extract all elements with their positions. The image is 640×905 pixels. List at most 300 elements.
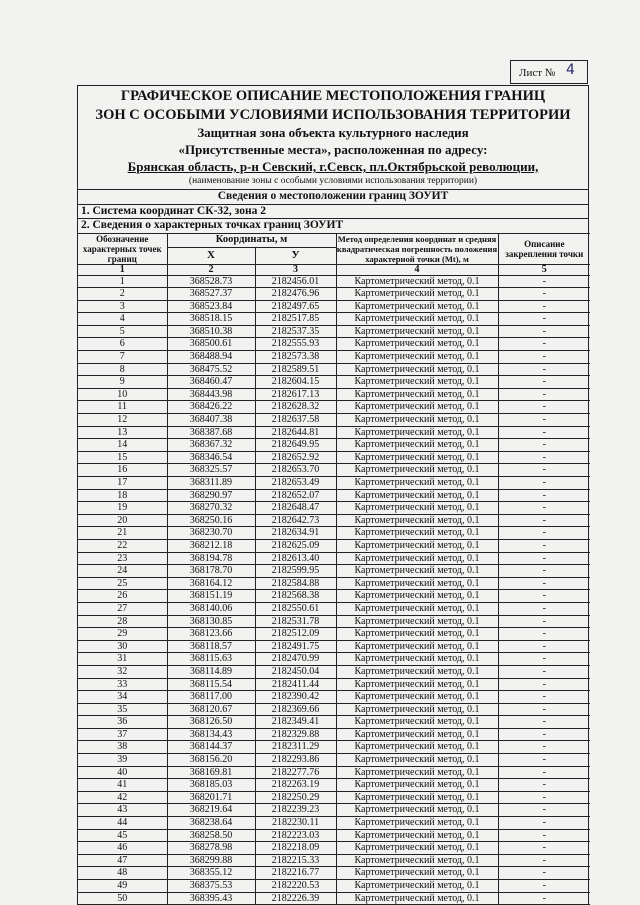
- fixing-cell: -: [498, 401, 590, 414]
- fixing-cell: -: [498, 628, 590, 641]
- table-row: [78, 451, 590, 464]
- fixing-cell: -: [498, 590, 590, 603]
- method-cell: Картометрический метод, 0.1: [336, 880, 498, 893]
- coord-x-cell: 368164.12: [167, 577, 255, 590]
- sheet-number: 4: [566, 62, 575, 78]
- method-cell: Картометрический метод, 0.1: [336, 766, 498, 779]
- coord-x-cell: 368185.03: [167, 779, 255, 792]
- fixing-cell: -: [498, 640, 590, 653]
- method-cell: Картометрический метод, 0.1: [336, 628, 498, 641]
- fixing-cell: -: [498, 615, 590, 628]
- header-y: У: [255, 248, 336, 264]
- table-row: [78, 829, 590, 842]
- method-cell: Картометрический метод, 0.1: [336, 754, 498, 767]
- table-row: [78, 665, 590, 678]
- coord-y-cell: 2182599.95: [255, 565, 336, 578]
- coord-x-cell: 368144.37: [167, 741, 255, 754]
- coord-y-cell: 2182390.42: [255, 691, 336, 704]
- table-row: [78, 300, 590, 313]
- method-cell: Картометрический метод, 0.1: [336, 640, 498, 653]
- coord-x-cell: 368488.94: [167, 351, 255, 364]
- table-row: [78, 754, 590, 767]
- sheet-label: Лист №: [519, 67, 556, 79]
- point-id-cell: 20: [78, 514, 167, 527]
- table-row: [78, 426, 590, 439]
- method-cell: Картометрический метод, 0.1: [336, 728, 498, 741]
- point-id-cell: 42: [78, 791, 167, 804]
- point-id-cell: 10: [78, 388, 167, 401]
- header-point-designation: Обозначение характерных точек границ: [78, 233, 167, 264]
- method-cell: Картометрический метод, 0.1: [336, 552, 498, 565]
- point-id-cell: 39: [78, 754, 167, 767]
- table-row: [78, 313, 590, 326]
- coord-y-cell: 2182652.92: [255, 451, 336, 464]
- fixing-cell: -: [498, 880, 590, 893]
- coord-x-cell: 368126.50: [167, 716, 255, 729]
- coord-y-cell: 2182637.58: [255, 414, 336, 427]
- table-row: [78, 489, 590, 502]
- coord-y-cell: 2182604.15: [255, 376, 336, 389]
- table-row: [78, 728, 590, 741]
- zone-name-caption: (наименование зоны с особыми условиями использования территории): [188, 176, 478, 186]
- table-row: [78, 791, 590, 804]
- point-id-cell: 41: [78, 779, 167, 792]
- method-cell: Картометрический метод, 0.1: [336, 527, 498, 540]
- coord-y-cell: 2182653.49: [255, 477, 336, 490]
- coord-y-cell: 2182497.65: [255, 300, 336, 313]
- coord-y-cell: 2182456.01: [255, 275, 336, 288]
- fixing-cell: -: [498, 829, 590, 842]
- table-row: [78, 892, 590, 905]
- coord-x-cell: 368118.57: [167, 640, 255, 653]
- point-id-cell: 29: [78, 628, 167, 641]
- point-id-cell: 5: [78, 325, 167, 338]
- coord-x-cell: 368238.64: [167, 817, 255, 830]
- coord-x-cell: 368460.47: [167, 376, 255, 389]
- point-id-cell: 25: [78, 577, 167, 590]
- method-cell: Картометрический метод, 0.1: [336, 477, 498, 490]
- method-cell: Картометрический метод, 0.1: [336, 854, 498, 867]
- method-cell: Картометрический метод, 0.1: [336, 892, 498, 905]
- title-line-5: Брянская область, р-н Севский, г.Севск, пл.Октябрьской революции,: [127, 159, 539, 174]
- point-id-cell: 44: [78, 817, 167, 830]
- point-id-cell: 27: [78, 602, 167, 615]
- fixing-cell: -: [498, 779, 590, 792]
- point-id-cell: 33: [78, 678, 167, 691]
- coord-x-cell: 368395.43: [167, 892, 255, 905]
- table-row: [78, 716, 590, 729]
- table-row: [78, 854, 590, 867]
- header-num-3: 3: [255, 264, 336, 275]
- points-table: [78, 233, 590, 905]
- coord-x-cell: 368367.32: [167, 439, 255, 452]
- table-row: [78, 678, 590, 691]
- header-num-2: 2: [167, 264, 255, 275]
- coord-y-cell: 2182329.88: [255, 728, 336, 741]
- title-line-4: «Присутственные места», расположенная по адресу:: [178, 142, 488, 157]
- method-cell: Картометрический метод, 0.1: [336, 829, 498, 842]
- method-cell: Картометрический метод, 0.1: [336, 325, 498, 338]
- point-id-cell: 22: [78, 539, 167, 552]
- coord-y-cell: 2182589.51: [255, 363, 336, 376]
- fixing-cell: -: [498, 489, 590, 502]
- coord-y-cell: 2182648.47: [255, 502, 336, 515]
- fixing-cell: -: [498, 817, 590, 830]
- coord-x-cell: 368475.52: [167, 363, 255, 376]
- coord-y-cell: 2182653.70: [255, 464, 336, 477]
- coord-y-cell: 2182568.38: [255, 590, 336, 603]
- point-id-cell: 31: [78, 653, 167, 666]
- coord-y-cell: 2182470.99: [255, 653, 336, 666]
- coord-x-cell: 368355.12: [167, 867, 255, 880]
- coord-y-cell: 2182617.13: [255, 388, 336, 401]
- table-row: [78, 741, 590, 754]
- table-row: [78, 414, 590, 427]
- coord-y-cell: 2182649.95: [255, 439, 336, 452]
- method-cell: Картометрический метод, 0.1: [336, 514, 498, 527]
- method-cell: Картометрический метод, 0.1: [336, 842, 498, 855]
- method-cell: Картометрический метод, 0.1: [336, 716, 498, 729]
- point-id-cell: 12: [78, 414, 167, 427]
- method-cell: Картометрический метод, 0.1: [336, 804, 498, 817]
- table-row: [78, 527, 590, 540]
- coord-x-cell: 368140.06: [167, 602, 255, 615]
- fixing-cell: -: [498, 275, 590, 288]
- point-id-cell: 9: [78, 376, 167, 389]
- coord-x-cell: 368325.57: [167, 464, 255, 477]
- table-row: [78, 288, 590, 301]
- point-id-cell: 2: [78, 288, 167, 301]
- document-frame: [77, 85, 589, 905]
- coord-x-cell: 368527.37: [167, 288, 255, 301]
- table-row: [78, 577, 590, 590]
- point-id-cell: 30: [78, 640, 167, 653]
- point-id-cell: 34: [78, 691, 167, 704]
- coord-y-cell: 2182349.41: [255, 716, 336, 729]
- coord-x-cell: 368426.22: [167, 401, 255, 414]
- coord-y-cell: 2182369.66: [255, 703, 336, 716]
- table-row: [78, 539, 590, 552]
- fixing-cell: -: [498, 514, 590, 527]
- coord-y-cell: 2182218.09: [255, 842, 336, 855]
- table-row: [78, 401, 590, 414]
- method-cell: Картометрический метод, 0.1: [336, 665, 498, 678]
- fixing-cell: -: [498, 539, 590, 552]
- fixing-cell: -: [498, 791, 590, 804]
- point-id-cell: 35: [78, 703, 167, 716]
- point-id-cell: 26: [78, 590, 167, 603]
- table-row: [78, 351, 590, 364]
- point-id-cell: 47: [78, 854, 167, 867]
- method-cell: Картометрический метод, 0.1: [336, 867, 498, 880]
- fixing-cell: -: [498, 804, 590, 817]
- point-id-cell: 17: [78, 477, 167, 490]
- point-id-cell: 24: [78, 565, 167, 578]
- fixing-cell: -: [498, 313, 590, 326]
- fixing-cell: -: [498, 477, 590, 490]
- point-id-cell: 23: [78, 552, 167, 565]
- coord-x-cell: 368270.32: [167, 502, 255, 515]
- method-cell: Картометрический метод, 0.1: [336, 313, 498, 326]
- table-row: [78, 590, 590, 603]
- fixing-cell: -: [498, 338, 590, 351]
- title-line-2: ЗОН С ОСОБЫМИ УСЛОВИЯМИ ИСПОЛЬЗОВАНИЯ ТЕРРИТОРИИ: [95, 107, 571, 123]
- method-cell: Картометрический метод, 0.1: [336, 779, 498, 792]
- method-cell: Картометрический метод, 0.1: [336, 388, 498, 401]
- coord-y-cell: 2182517.85: [255, 313, 336, 326]
- method-cell: Картометрический метод, 0.1: [336, 300, 498, 313]
- header-num-1: 1: [78, 264, 167, 275]
- point-id-cell: 14: [78, 439, 167, 452]
- coord-y-cell: 2182411.44: [255, 678, 336, 691]
- header-coordinates: Координаты, м: [167, 233, 336, 248]
- method-cell: Картометрический метод, 0.1: [336, 351, 498, 364]
- coord-y-cell: 2182531.78: [255, 615, 336, 628]
- coord-x-cell: 368290.97: [167, 489, 255, 502]
- header-method: Метод определения координат и средняя квадратическая погрешность положения характерной точки (Мt), м: [336, 233, 498, 264]
- fixing-cell: -: [498, 842, 590, 855]
- table-row: [78, 804, 590, 817]
- coord-x-cell: 368258.50: [167, 829, 255, 842]
- fixing-cell: -: [498, 376, 590, 389]
- fixing-cell: -: [498, 728, 590, 741]
- coord-x-cell: 368230.70: [167, 527, 255, 540]
- section-heading: Сведения о местоположении границ ЗОУИТ: [78, 189, 588, 204]
- header-x: X: [167, 248, 255, 264]
- point-id-cell: 7: [78, 351, 167, 364]
- coord-x-cell: 368212.18: [167, 539, 255, 552]
- coord-y-cell: 2182584.88: [255, 577, 336, 590]
- fixing-cell: -: [498, 300, 590, 313]
- method-cell: Картометрический метод, 0.1: [336, 401, 498, 414]
- point-id-cell: 6: [78, 338, 167, 351]
- coord-y-cell: 2182642.73: [255, 514, 336, 527]
- coord-y-cell: 2182628.32: [255, 401, 336, 414]
- coord-x-cell: 368518.15: [167, 313, 255, 326]
- coord-y-cell: 2182220.53: [255, 880, 336, 893]
- method-cell: Картометрический метод, 0.1: [336, 439, 498, 452]
- coord-y-cell: 2182216.77: [255, 867, 336, 880]
- fixing-cell: -: [498, 741, 590, 754]
- table-row: [78, 477, 590, 490]
- method-cell: Картометрический метод, 0.1: [336, 363, 498, 376]
- method-cell: Картометрический метод, 0.1: [336, 376, 498, 389]
- table-row: [78, 867, 590, 880]
- point-id-cell: 8: [78, 363, 167, 376]
- coord-x-cell: 368194.78: [167, 552, 255, 565]
- table-row: [78, 766, 590, 779]
- table-row: [78, 817, 590, 830]
- coord-y-cell: 2182226.39: [255, 892, 336, 905]
- coord-x-cell: 368299.88: [167, 854, 255, 867]
- point-id-cell: 45: [78, 829, 167, 842]
- point-id-cell: 18: [78, 489, 167, 502]
- point-id-cell: 49: [78, 880, 167, 893]
- point-id-cell: 48: [78, 867, 167, 880]
- coord-y-cell: 2182491.75: [255, 640, 336, 653]
- point-id-cell: 1: [78, 275, 167, 288]
- coord-y-cell: 2182613.40: [255, 552, 336, 565]
- method-cell: Картометрический метод, 0.1: [336, 464, 498, 477]
- coord-y-cell: 2182555.93: [255, 338, 336, 351]
- table-row: [78, 565, 590, 578]
- fixing-cell: -: [498, 653, 590, 666]
- coord-y-cell: 2182230.11: [255, 817, 336, 830]
- coord-x-cell: 368156.20: [167, 754, 255, 767]
- coord-x-cell: 368528.73: [167, 275, 255, 288]
- method-cell: Картометрический метод, 0.1: [336, 414, 498, 427]
- table-row: [78, 502, 590, 515]
- fixing-cell: -: [498, 388, 590, 401]
- coord-x-cell: 368115.54: [167, 678, 255, 691]
- coord-y-cell: 2182644.81: [255, 426, 336, 439]
- coord-y-cell: 2182223.03: [255, 829, 336, 842]
- point-id-cell: 38: [78, 741, 167, 754]
- point-id-cell: 4: [78, 313, 167, 326]
- method-cell: Картометрический метод, 0.1: [336, 338, 498, 351]
- fixing-cell: -: [498, 288, 590, 301]
- point-id-cell: 46: [78, 842, 167, 855]
- coord-x-cell: 368123.66: [167, 628, 255, 641]
- coord-y-cell: 2182537.35: [255, 325, 336, 338]
- coord-y-cell: 2182311.29: [255, 741, 336, 754]
- coord-x-cell: 368250.16: [167, 514, 255, 527]
- table-row: [78, 325, 590, 338]
- header-num-5: 5: [498, 264, 590, 275]
- table-row: [78, 779, 590, 792]
- method-cell: Картометрический метод, 0.1: [336, 741, 498, 754]
- fixing-cell: -: [498, 565, 590, 578]
- header-fixing-description: Описание закрепления точки: [498, 233, 590, 264]
- coord-x-cell: 368500.61: [167, 338, 255, 351]
- fixing-cell: -: [498, 892, 590, 905]
- fixing-cell: -: [498, 577, 590, 590]
- coord-x-cell: 368201.71: [167, 791, 255, 804]
- table-row: [78, 615, 590, 628]
- sheet-number-box: [510, 60, 588, 84]
- coord-x-cell: 368375.53: [167, 880, 255, 893]
- point-id-cell: 43: [78, 804, 167, 817]
- method-cell: Картометрический метод, 0.1: [336, 451, 498, 464]
- table-row: [78, 653, 590, 666]
- method-cell: Картометрический метод, 0.1: [336, 590, 498, 603]
- point-id-cell: 16: [78, 464, 167, 477]
- method-cell: Картометрический метод, 0.1: [336, 602, 498, 615]
- point-id-cell: 13: [78, 426, 167, 439]
- coord-x-cell: 368130.85: [167, 615, 255, 628]
- point-id-cell: 28: [78, 615, 167, 628]
- coord-x-cell: 368115.63: [167, 653, 255, 666]
- fixing-cell: -: [498, 414, 590, 427]
- fixing-cell: -: [498, 678, 590, 691]
- table-row: [78, 363, 590, 376]
- coord-y-cell: 2182277.76: [255, 766, 336, 779]
- coord-x-cell: 368387.68: [167, 426, 255, 439]
- table-row: [78, 628, 590, 641]
- fixing-cell: -: [498, 325, 590, 338]
- coord-x-cell: 368346.54: [167, 451, 255, 464]
- fixing-cell: -: [498, 439, 590, 452]
- fixing-cell: -: [498, 351, 590, 364]
- point-id-cell: 19: [78, 502, 167, 515]
- coord-x-cell: 368407.38: [167, 414, 255, 427]
- table-row: [78, 388, 590, 401]
- coord-y-cell: 2182652.07: [255, 489, 336, 502]
- fixing-cell: -: [498, 363, 590, 376]
- fixing-cell: -: [498, 552, 590, 565]
- fixing-cell: -: [498, 451, 590, 464]
- fixing-cell: -: [498, 602, 590, 615]
- coord-y-cell: 2182634.91: [255, 527, 336, 540]
- table-row: [78, 376, 590, 389]
- method-cell: Картометрический метод, 0.1: [336, 678, 498, 691]
- fixing-cell: -: [498, 426, 590, 439]
- coord-x-cell: 368523.84: [167, 300, 255, 313]
- method-cell: Картометрический метод, 0.1: [336, 288, 498, 301]
- coord-y-cell: 2182239.23: [255, 804, 336, 817]
- points-info-heading: 2. Сведения о характерных точках границ ЗОУИТ: [78, 218, 588, 233]
- coord-y-cell: 2182625.09: [255, 539, 336, 552]
- point-id-cell: 21: [78, 527, 167, 540]
- coord-y-cell: 2182476.96: [255, 288, 336, 301]
- method-cell: Картометрический метод, 0.1: [336, 653, 498, 666]
- table-row: [78, 514, 590, 527]
- fixing-cell: -: [498, 464, 590, 477]
- coord-y-cell: 2182550.61: [255, 602, 336, 615]
- coord-x-cell: 368510.38: [167, 325, 255, 338]
- table-row: [78, 602, 590, 615]
- fixing-cell: -: [498, 867, 590, 880]
- coord-x-cell: 368278.98: [167, 842, 255, 855]
- coord-y-cell: 2182512.09: [255, 628, 336, 641]
- coord-x-cell: 368443.98: [167, 388, 255, 401]
- coord-y-cell: 2182215.33: [255, 854, 336, 867]
- method-cell: Картометрический метод, 0.1: [336, 817, 498, 830]
- method-cell: Картометрический метод, 0.1: [336, 615, 498, 628]
- point-id-cell: 36: [78, 716, 167, 729]
- coord-y-cell: 2182263.19: [255, 779, 336, 792]
- point-id-cell: 3: [78, 300, 167, 313]
- point-id-cell: 40: [78, 766, 167, 779]
- coord-y-cell: 2182450.04: [255, 665, 336, 678]
- method-cell: Картометрический метод, 0.1: [336, 565, 498, 578]
- fixing-cell: -: [498, 665, 590, 678]
- method-cell: Картометрический метод, 0.1: [336, 426, 498, 439]
- point-id-cell: 32: [78, 665, 167, 678]
- coord-x-cell: 368114.89: [167, 665, 255, 678]
- coordinate-system: 1. Система координат СК-32, зона 2: [78, 204, 588, 219]
- point-id-cell: 15: [78, 451, 167, 464]
- coord-y-cell: 2182573.38: [255, 351, 336, 364]
- fixing-cell: -: [498, 502, 590, 515]
- title-line-3: Защитная зона объекта культурного наследия: [197, 125, 469, 140]
- fixing-cell: -: [498, 527, 590, 540]
- table-row: [78, 640, 590, 653]
- coord-x-cell: 368134.43: [167, 728, 255, 741]
- point-id-cell: 37: [78, 728, 167, 741]
- method-cell: Картометрический метод, 0.1: [336, 275, 498, 288]
- fixing-cell: -: [498, 703, 590, 716]
- method-cell: Картометрический метод, 0.1: [336, 577, 498, 590]
- table-row: [78, 880, 590, 893]
- coord-x-cell: 368169.81: [167, 766, 255, 779]
- method-cell: Картометрический метод, 0.1: [336, 691, 498, 704]
- coord-x-cell: 368117.00: [167, 691, 255, 704]
- table-row: [78, 842, 590, 855]
- coord-x-cell: 368151.19: [167, 590, 255, 603]
- header-num-4: 4: [336, 264, 498, 275]
- method-cell: Картометрический метод, 0.1: [336, 489, 498, 502]
